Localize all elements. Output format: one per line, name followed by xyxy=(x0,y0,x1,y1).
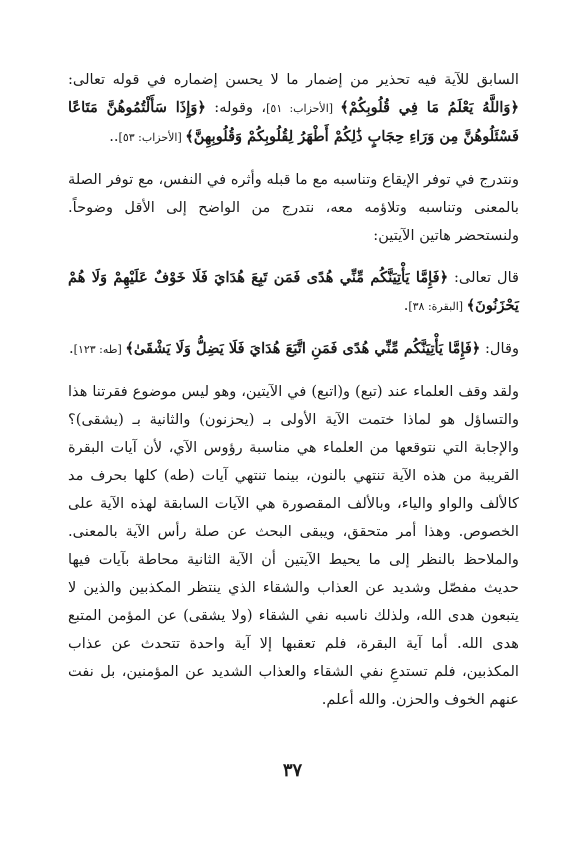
paragraph-4-end: . xyxy=(69,340,74,357)
quran-verse-ahzab-51: ﴿وَاللَّهُ يَعْلَمُ مَا فِي قُلُوبِكُمْ﴾ xyxy=(340,99,520,116)
paragraph-4-intro: وقال: xyxy=(480,340,519,357)
verse-reference-baqarah-38: [البقرة: ٣٨] xyxy=(408,300,467,313)
verse-reference-taha-123: [طه: ١٢٣] xyxy=(73,343,126,356)
paragraph-1 xyxy=(68,66,519,152)
quran-verse-taha-123: ﴿فَإِمَّا يَأْتِيَنَّكُم مِّنِّي هُدًى فَمَنِ اتَّبَعَ هُدَايَ فَلَا يَضِلُّ وَلَا يَشْقَىٰ﴾ xyxy=(125,340,481,357)
verse-reference-ahzab-51: [الأحزاب: ٥١] xyxy=(266,102,341,115)
paragraph-1-text-b: ، وقوله: xyxy=(205,99,267,116)
page-number: ٣٧ xyxy=(282,760,303,781)
paragraph-1-text-a: السابق للآية فيه تحذير من إضمار ما لا يحسن إضماره في قوله تعالى: xyxy=(68,71,519,88)
paragraph-4 xyxy=(68,335,519,364)
quran-verse-ahzab-53: ﴿وَإِذَا سَأَلْتُمُوهُنَّ مَتَاعًا فَسْئَلُوهُنَّ مِن وَرَاءِ حِجَابٍ ذَٰلِكُمْ أَطْهَرُ لِقُلُوبِكُمْ وَقُلُوبِهِنَّ﴾ xyxy=(68,99,519,145)
paragraph-5: ولقد وقف العلماء عند (تبع) و(اتبع) في الآيتين، وهو ليس موضوع فقرتنا هذا والتساؤل هو لماذا ختمت الآية الأولى بـ (يحزنون) والثانية بـ (يشقى)؟ والإجابة التي نتوقعها من العلماء هي مناسبة رؤوس الآي، لأن آيات البقرة القريبة من هذه الآية تنتهي بالنون، بينما تنتهي آيات (طه) كلها بحرف مد كالألف والواو والياء، وبالألف المقصورة هي الآيات السابقة لهذه الآية على الخصوص. وهذا أمر متحقق، ويبقى البحث عن صلة رأس الآية بالمعنى. والملاحظ بالنظر إلى ما يحيط الآيتين أن الآية الثانية محاطة بآيات فيها حديث مفصّل وشديد عن العذاب والشقاء الذي ينتظر المكذبين والذين لا يتبعون هدى الله، ولذلك ناسبه نفي الشقاء (ولا يشقى) عن المؤمن المتبع هدى الله. أما آية البقرة، فلم تعقبها إلا آية واحدة تتحدث عن عذاب المكذبين، فلم تستدعِ نفي الشقاء والعذاب الشديد عن المؤمنين، بل نفت عنهم الخوف والحزن. والله أعلم. xyxy=(68,383,519,708)
quran-verse-baqarah-38: ﴿فَإِمَّا يَأْتِيَنَّكُم مِّنِّي هُدًى فَمَن تَبِعَ هُدَايَ فَلَا خَوْفٌ عَلَيْهِمْ وَلَا هُمْ يَحْزَنُونَ﴾ xyxy=(68,269,519,314)
paragraph-1-text-c: .. xyxy=(109,128,119,145)
paragraph-2: ونتدرج في توفر الإيقاع وتناسبه مع ما قبله وأثره في النفس، مع توفر الصلة بالمعنى وتناسبه وتلاؤمه معه، نتدرج من الواضح إلى الأقل وضوحاً. ولنستحضر هاتين الآيتين: xyxy=(68,171,519,244)
paragraph-3-intro: قال تعالى: xyxy=(448,269,519,286)
paragraph-3-end: . xyxy=(403,297,409,314)
verse-reference-ahzab-53: [الأحزاب: ٥٣] xyxy=(118,131,186,144)
page-body xyxy=(68,66,519,714)
paragraph-3 xyxy=(68,264,519,321)
